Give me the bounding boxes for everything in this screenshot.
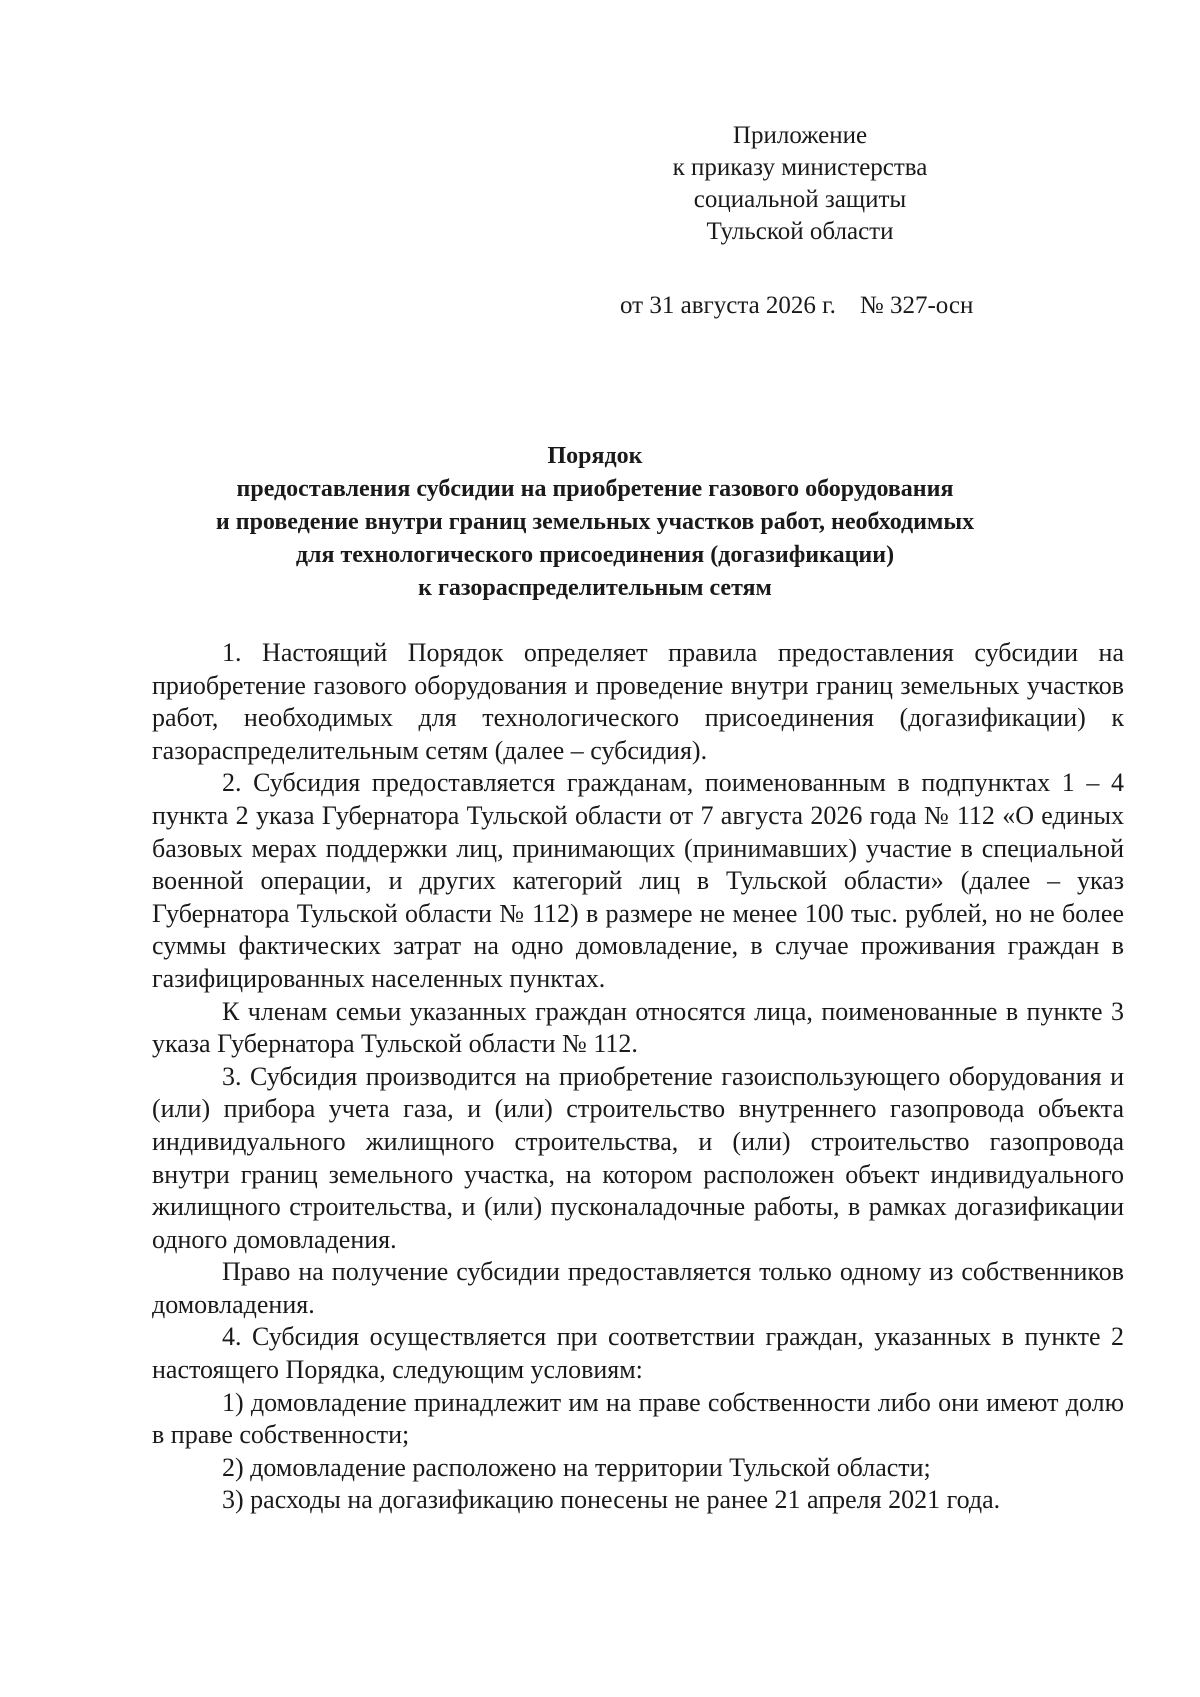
paragraph: Право на получение субсидии предоставляется только одному из собственников домовладения. — [152, 1257, 1124, 1319]
paragraph: 4. Субсидия осуществляется при соответствии граждан, указанных в пункте 2 настоящего Порядка, следующим условиям: — [152, 1322, 1124, 1385]
paragraph: 2) домовладение расположено на территории Тульской области; — [222, 1452, 931, 1482]
title-line: к газораспределительным сетям — [418, 575, 772, 601]
paragraph: 1) домовладение принадлежит им на праве собственности либо они имеют долю в праве собственности; — [152, 1387, 1124, 1450]
order-date: от 31 августа 2026 г. — [620, 292, 836, 319]
title-line: для технологического присоединения (догазификации) — [295, 542, 895, 568]
order-number: № 327-осн — [859, 292, 974, 319]
appendix-line: Приложение — [732, 122, 868, 149]
paragraph: 1. Настоящий Порядок определяет правила предоставления субсидии на приобретение газового оборудования и проведение внутри границ земельных участков работ, необходимых для технологического присоединения (догазификации) к газораспределительным сетям (далее – субсидия). — [152, 638, 1124, 765]
title-line: предоставления субсидии на приобретение газового оборудования — [236, 476, 954, 502]
paragraph: 3) расходы на догазификацию понесены не ранее 21 апреля 2021 года. — [222, 1485, 1001, 1515]
order-reference — [620, 290, 973, 322]
title-line: Порядок — [547, 443, 643, 469]
appendix-line: Тульской области — [706, 218, 894, 245]
appendix-line: социальной защиты — [693, 186, 907, 213]
document-title — [130, 440, 1060, 605]
appendix-block — [640, 120, 960, 248]
paragraph: К членам семьи указанных граждан относятся лица, поименованные в пункте 3 указа Губернатора Тульской области № 112. — [152, 996, 1124, 1059]
title-line: и проведение внутри границ земельных участков работ, необходимых — [215, 509, 975, 535]
document-body — [152, 637, 1124, 1517]
appendix-line: к приказу министерства — [672, 154, 928, 181]
paragraph: 2. Субсидия предоставляется гражданам, поименованным в подпунктах 1 – 4 пункта 2 указа Губернатора Тульской области от 7 августа 2026 года № 112 «О единых базовых мерах поддержки лиц, принимающих (принимавших) участие в специальной военной операции, и других категорий лиц в Тульской области» (далее – указ Губернатора Тульской области № 112) в размере не менее 100 тыс. рублей, но не более суммы фактических затрат на одно домовладение, в случае проживания граждан в газифицированных населенных пунктах. — [152, 768, 1124, 993]
paragraph: 3. Субсидия производится на приобретение газоиспользующего оборудования и (или) прибора учета газа, и (или) строительство внутреннего газопровода объекта индивидуального жилищного строительства, и (или) строительство газопровода внутри границ земельного участка, на котором расположен объект индивидуального жилищного строительства, и (или) пусконаладочные работы, в рамках догазификации одного домовладения. — [152, 1061, 1124, 1254]
